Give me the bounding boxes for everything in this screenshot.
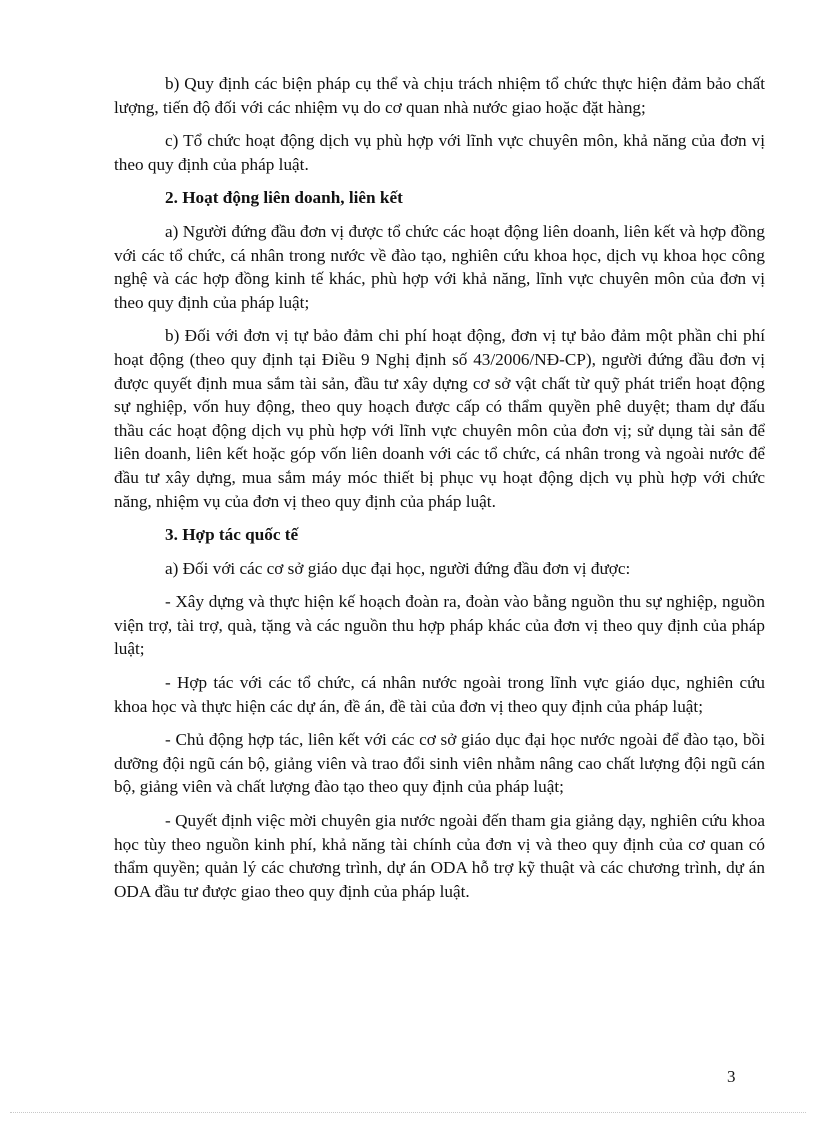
page-number: 3	[727, 1067, 736, 1086]
paragraph-b-quality-assurance: b) Quy định các biện pháp cụ thể và chịu trách nhiệm tổ chức thực hiện đảm bảo chất lượng, tiến độ đối với các nhiệm vụ do cơ quan nhà nước giao hoặc đặt hàng;	[114, 74, 765, 117]
paragraph-a-joint-ventures: a) Người đứng đầu đơn vị được tổ chức các hoạt động liên doanh, liên kết và hợp đồng với các tổ chức, cá nhân trong nước về đào tạo, nghiên cứu khoa học, dịch vụ khoa học công nghệ và các hợp đồng kinh tế khác, phù hợp với khả năng, lĩnh vực chuyên môn của đơn vị theo quy định của pháp luật;	[114, 221, 765, 312]
paragraph-a-higher-education: a) Đối với các cơ sở giáo dục đại học, người đứng đầu đơn vị được:	[165, 558, 631, 578]
section-heading-joint-ventures: 2. Hoạt động liên doanh, liên kết	[165, 188, 403, 208]
paragraph-c-service-activities: c) Tổ chức hoạt động dịch vụ phù hợp với lĩnh vực chuyên môn, khả năng của đơn vị theo quy định của pháp luật.	[114, 131, 765, 174]
document-body	[114, 72, 765, 913]
page-bottom-divider	[10, 1112, 806, 1113]
bullet-delegations: - Xây dựng và thực hiện kế hoạch đoàn ra, đoàn vào bằng nguồn thu sự nghiệp, nguồn viện trợ, tài trợ, quà, tặng và các nguồn thu hợp pháp khác của đơn vị theo quy định của pháp luật;	[114, 592, 765, 659]
bullet-university-partnerships: - Chủ động hợp tác, liên kết với các cơ sở giáo dục đại học nước ngoài để đào tạo, bồi dưỡng đội ngũ cán bộ, giảng viên và trao đổi sinh viên nhằm nâng cao chất lượng đội ngũ cán bộ, giảng viên và chất lượng đào tạo theo quy định của pháp luật;	[114, 730, 765, 797]
bullet-foreign-experts-oda: - Quyết định việc mời chuyên gia nước ngoài đến tham gia giảng dạy, nghiên cứu khoa học tùy theo nguồn kinh phí, khả năng tài chính của đơn vị và theo quy định của cơ quan có thẩm quyền; quản lý các chương trình, dự án ODA hỗ trợ kỹ thuật và các chương trình, dự án ODA đầu tư được giao theo quy định của pháp luật.	[114, 811, 765, 901]
paragraph-b-self-funded-units: b) Đối với đơn vị tự bảo đảm chi phí hoạt động, đơn vị tự bảo đảm một phần chi phí hoạt động (theo quy định tại Điều 9 Nghị định số 43/2006/NĐ-CP), người đứng đầu đơn vị được quyết định mua sắm tài sản, đầu tư xây dựng cơ sở vật chất từ quỹ phát triển hoạt động sự nghiệp, vốn huy động, theo quy hoạch được cấp có thẩm quyền phê duyệt; tham dự đấu thầu các hoạt động dịch vụ phù hợp với lĩnh vực chuyên môn của đơn vị; sử dụng tài sản để liên doanh, liên kết hoặc góp vốn liên doanh với các tổ chức, cá nhân trong và ngoài nước để đầu tư xây dựng, mua sắm máy móc thiết bị phục vụ hoạt động dịch vụ phù hợp với chức năng, nhiệm vụ của đơn vị theo quy định của pháp luật.	[114, 326, 765, 511]
section-heading-international-cooperation: 3. Hợp tác quốc tế	[165, 525, 299, 545]
bullet-foreign-cooperation: - Hợp tác với các tổ chức, cá nhân nước ngoài trong lĩnh vực giáo dục, nghiên cứu khoa học và thực hiện các dự án, đề án, đề tài của đơn vị theo quy định của pháp luật;	[114, 673, 765, 716]
